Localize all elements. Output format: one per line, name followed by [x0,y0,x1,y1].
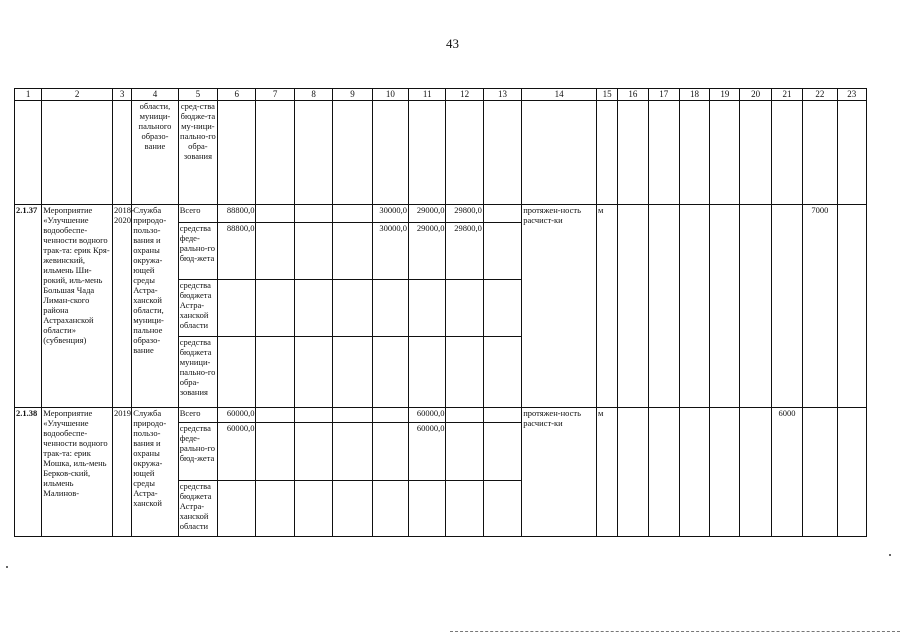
col-header: 17 [648,89,679,101]
value-cell: 29000,0 [409,223,446,280]
value-cell: 30000,0 [372,205,408,223]
value-cell: 60000,0 [409,423,446,481]
value-cell: 60000,0 [218,408,256,423]
source-label: средства бюджета муници-пально-го обра-зования [178,337,217,408]
col-header: 13 [483,89,521,101]
col-header: 23 [837,89,867,101]
value-cell: 29800,0 [446,223,483,280]
table-row [15,408,867,423]
item-name: Мероприятие «Улучшение водообеспе-ченности водного трак-та: ерик Кря-жевинский, ильмень Ши-рокий, иль-мень Большая Чада Лиман-ского района Астраханской области» (субвенция) [42,205,113,408]
target-value: 7000 [803,205,837,408]
source-label: средства бюджета Астра-ханской области [178,481,217,537]
item-period: 2019 [113,408,132,537]
col-header: 8 [294,89,332,101]
scan-edge-line [450,631,900,632]
col-header: 12 [446,89,483,101]
source-cell: сред-ства бюдже-та му-ници-пально-го обра-зования [178,101,217,205]
col-header: 5 [178,89,217,101]
col-header: 2 [42,89,113,101]
unit-cell: м [597,408,618,537]
col-header: 11 [409,89,446,101]
col-header: 7 [256,89,294,101]
item-id: 2.1.37 [15,205,42,408]
col-header: 19 [710,89,740,101]
col-header: 16 [618,89,648,101]
page-number: 43 [446,36,459,51]
continuation-row [15,101,867,205]
item-executor: Служба природо-пользо-вания и охраны окружа-ющей среды Астра-ханской области, муници-пальное образо-вание [132,205,178,408]
unit-cell: м [597,205,618,408]
value-cell: 29000,0 [409,205,446,223]
value-cell: 30000,0 [372,223,408,280]
col-header: 9 [333,89,372,101]
value-cell: 60000,0 [409,408,446,423]
col-header: 14 [522,89,597,101]
item-name: Мероприятие «Улучшение водообеспе-ченности водного трак-та: ерик Мошка, иль-мень Берков-ский, ильмень Малинов- [42,408,113,537]
indicator-name: протяжен-ность расчист-ки [522,408,597,537]
col-header: 10 [372,89,408,101]
executor-cell: области, муници-пального образо-вание [132,101,178,205]
col-header: 22 [803,89,837,101]
table-row [15,205,867,223]
source-label: Всего [178,205,217,223]
item-period: 2018-2020 [113,205,132,408]
source-label: средства феде-рально-го бюд-жета [178,223,217,280]
col-header: 15 [597,89,618,101]
target-value: 6000 [771,408,802,537]
item-id: 2.1.38 [15,408,42,537]
col-header: 4 [132,89,178,101]
col-header: 3 [113,89,132,101]
col-header: 1 [15,89,42,101]
value-cell: 88800,0 [218,205,256,223]
program-table [14,88,867,537]
item-executor: Служба природо-пользо-вания и охраны окружа-ющей среды Астра-ханской [132,408,178,537]
col-header: 20 [740,89,771,101]
source-label: средства бюджета Астра-ханской области [178,280,217,337]
indicator-name: протяжен-ность расчист-ки [522,205,597,408]
scan-speck [889,554,891,556]
col-header: 21 [771,89,802,101]
col-header: 6 [218,89,256,101]
value-cell: 60000,0 [218,423,256,481]
value-cell: 88800,0 [218,223,256,280]
column-number-row [15,89,867,101]
value-cell: 29800,0 [446,205,483,223]
source-label: Всего [178,408,217,423]
col-header: 18 [679,89,709,101]
scan-speck [6,566,8,568]
source-label: средства феде-рально-го бюд-жета [178,423,217,481]
